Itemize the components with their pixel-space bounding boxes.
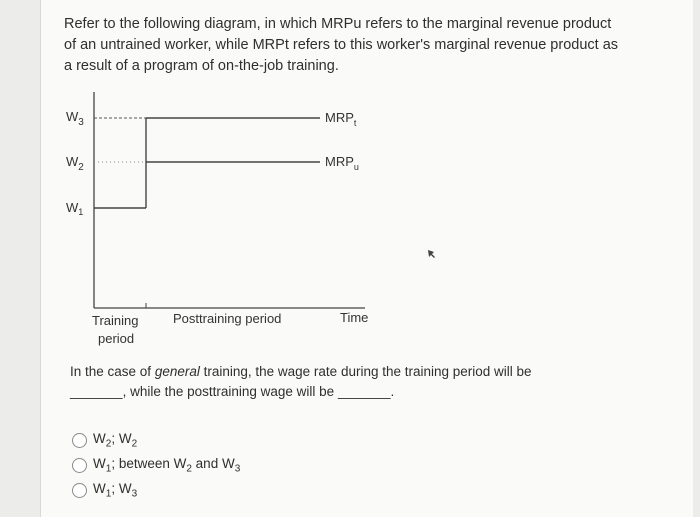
- radio-button[interactable]: [72, 483, 87, 498]
- w1-label: $W_1$: [66, 200, 84, 217]
- option-label: $W_1$; between $W_2$ and $W_3$: [93, 456, 241, 475]
- answer-options: [72, 428, 240, 503]
- radio-button[interactable]: [72, 433, 87, 448]
- option-1[interactable]: [72, 428, 240, 453]
- general-word: general: [154, 364, 200, 379]
- training-label-line1: Training: [92, 313, 139, 328]
- blank-2: _______: [337, 384, 391, 399]
- blank-1: _______: [70, 384, 123, 399]
- training-label-line2: period: [98, 331, 135, 346]
- time-label: Time: [340, 310, 369, 325]
- option-label: $W_2$; $W_2$: [93, 431, 138, 450]
- radio-button[interactable]: [72, 458, 87, 473]
- posttraining-label: Posttraining period: [173, 311, 282, 326]
- option-2[interactable]: [72, 453, 240, 478]
- w2-label: $W_2$: [66, 154, 84, 173]
- mrpt-label: $MRP_t$: [325, 110, 357, 128]
- mrpu-label: $MRP_u$: [325, 154, 359, 172]
- option-label: $W_1$; $W_3$: [93, 481, 138, 500]
- fill-in-question: In the case of general training, the wage rate during the training period will be _______, while the posttraining wage will be _______.: [70, 364, 532, 399]
- option-3[interactable]: [72, 478, 240, 503]
- cursor-icon: [428, 250, 435, 258]
- question-prompt: Refer to the following diagram, in which MRPu refers to the marginal revenue product of an untrained worker, while MRPt refers to this worker's marginal revenue product as a result of a program of on-the-job training.: [64, 16, 619, 74]
- w3-label: $W_3$: [66, 109, 84, 128]
